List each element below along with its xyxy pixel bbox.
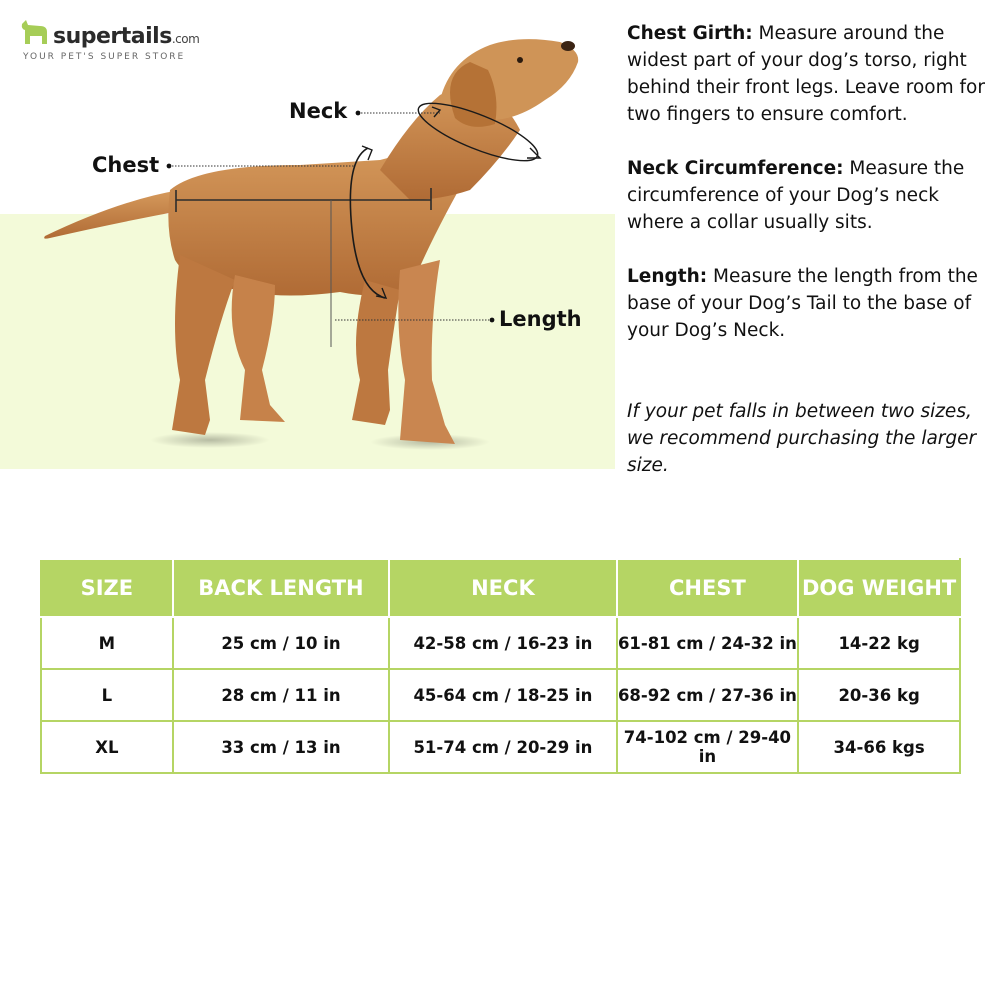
dog-back-leg-1 bbox=[172, 255, 235, 435]
header-back-length: BACK LENGTH bbox=[173, 559, 390, 617]
cell-size: XL bbox=[41, 721, 173, 773]
cell-neck: 51-74 cm / 20-29 in bbox=[389, 721, 616, 773]
header-size: SIZE bbox=[41, 559, 173, 617]
cell-neck: 42-58 cm / 16-23 in bbox=[389, 617, 616, 669]
brand-name-part2: tails bbox=[120, 24, 172, 49]
cell-size: M bbox=[41, 617, 173, 669]
cell-back-length: 25 cm / 10 in bbox=[173, 617, 390, 669]
neck-callout-label: Neck bbox=[289, 99, 348, 123]
size-chart-table bbox=[40, 558, 961, 774]
cell-back-length: 33 cm / 13 in bbox=[173, 721, 390, 773]
cell-back-length: 28 cm / 11 in bbox=[173, 669, 390, 721]
dog-front-leg-1 bbox=[352, 280, 400, 425]
length-title: Length: bbox=[627, 266, 708, 287]
brand-name-part1: super bbox=[53, 24, 121, 49]
cell-dog-weight: 20-36 kg bbox=[798, 669, 960, 721]
brand-domain: .com bbox=[171, 32, 200, 46]
header-neck: NECK bbox=[389, 559, 616, 617]
measurement-instructions bbox=[627, 20, 989, 506]
table-row bbox=[41, 617, 960, 669]
length-text: Measure the length from the base of your Dog’s Tail to the base of your Dog’s Neck. bbox=[627, 266, 978, 341]
cell-neck: 45-64 cm / 18-25 in bbox=[389, 669, 616, 721]
cell-dog-weight: 14-22 kg bbox=[798, 617, 960, 669]
neck-circumference-instruction bbox=[627, 155, 989, 236]
cell-chest: 61-81 cm / 24-32 in bbox=[617, 617, 799, 669]
chest-girth-text: Measure around the widest part of your dog’s torso, right behind their front legs. Leave room for two fingers to ensure comfort. bbox=[627, 23, 985, 125]
header-chest: CHEST bbox=[617, 559, 799, 617]
length-instruction bbox=[627, 263, 989, 344]
sizing-note: If your pet falls in between two sizes, we recommend purchasing the larger size. bbox=[627, 401, 977, 476]
cell-chest: 68-92 cm / 27-36 in bbox=[617, 669, 799, 721]
table-row bbox=[41, 721, 960, 773]
chest-callout-label: Chest bbox=[92, 153, 160, 177]
dog-measurement-illustration bbox=[0, 0, 615, 470]
cell-size: L bbox=[41, 669, 173, 721]
chest-girth-instruction bbox=[627, 20, 989, 128]
chest-girth-title: Chest Girth: bbox=[627, 23, 753, 44]
dog-front-leg-2 bbox=[398, 260, 455, 444]
neck-circumference-text: Measure the circumference of your Dog’s neck where a collar usually sits. bbox=[627, 158, 965, 233]
neck-circumference-title: Neck Circumference: bbox=[627, 158, 844, 179]
table-row bbox=[41, 669, 960, 721]
dog-tail bbox=[44, 190, 185, 239]
brand-tagline: YOUR PET'S SUPER STORE bbox=[23, 52, 186, 62]
table-header-row bbox=[41, 559, 960, 617]
cell-dog-weight: 34-66 kgs bbox=[798, 721, 960, 773]
cell-chest: 74-102 cm / 29-40 in bbox=[617, 721, 799, 773]
length-callout-label: Length bbox=[499, 307, 582, 331]
dog-back-leg-2 bbox=[232, 275, 285, 422]
header-dog-weight: DOG WEIGHT bbox=[798, 559, 960, 617]
